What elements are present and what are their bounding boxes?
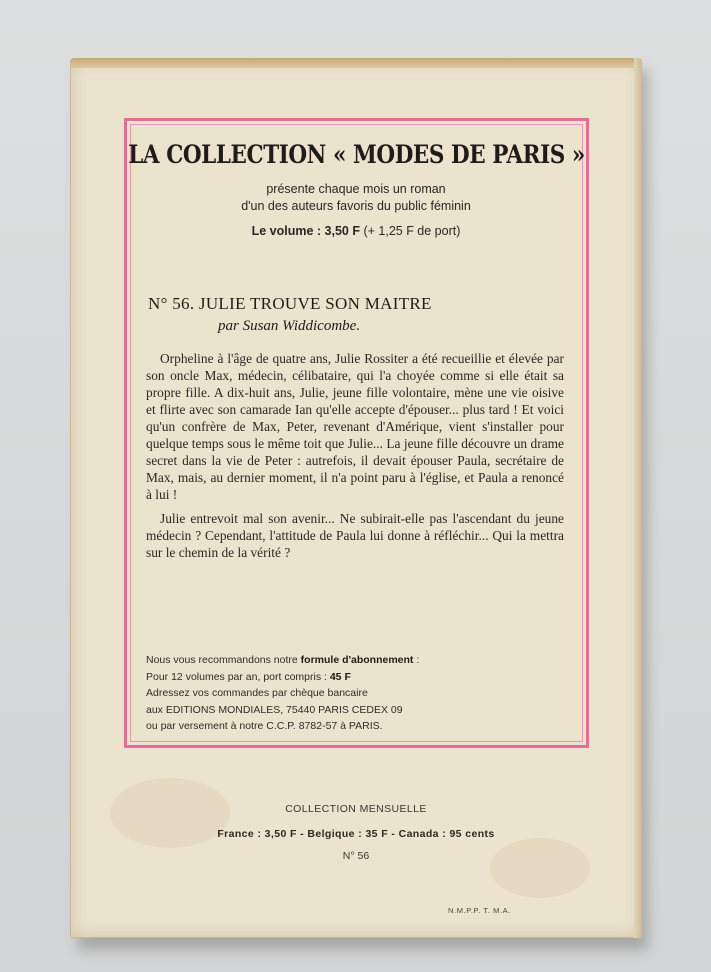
distributor-mark: N.M.P.P. T. M.A. — [448, 906, 511, 915]
collection-title: LA COLLECTION « MODES DE PARIS » — [128, 140, 585, 169]
subscription-line-5: ou par versement à notre C.C.P. 8782-57 à PARIS. — [146, 720, 383, 732]
subscription-line-2-text: Pour 12 volumes par an, port compris : — [146, 670, 330, 683]
subscription-info — [146, 652, 566, 735]
collection-subtitle-1: présente chaque mois un roman — [266, 182, 446, 196]
volume-price-label: Le volume : 3,50 F — [251, 224, 360, 238]
volume-price — [70, 224, 642, 238]
subscription-line-3: Adressez vos commandes par chèque bancaire — [146, 687, 368, 699]
book-top-edge — [70, 58, 642, 68]
collection-subtitle-2: d'un des auteurs favoris du public féminin — [241, 199, 471, 213]
subscription-formula: formule d'abonnement — [300, 654, 414, 666]
subscription-line-1 — [146, 652, 566, 669]
collection-monthly: COLLECTION MENSUELLE — [285, 803, 427, 815]
book-back-cover — [70, 58, 642, 938]
synopsis — [146, 350, 564, 568]
subscription-price: 45 F — [329, 670, 351, 683]
book-author: par Susan Widdicombe. — [218, 318, 361, 334]
book-heading: N° 56. JULIE TROUVE SON MAITRE — [148, 294, 432, 313]
country-prices: France : 3,50 F - Belgique : 35 F - Canada : 95 cents — [217, 828, 495, 840]
synopsis-paragraph-1: Orpheline à l'âge de quatre ans, Julie Rossiter a été recueillie et élevée par son oncle Max, médecin, célibataire, qui l'a choyée comme si elle était sa propre fille. A dix-huit ans, Julie, jeune fille volontaire, mène une vie oisive et flirte avec son camarade Ian qu'elle accepte d'épouser... plus tard ! Et voici qu'un confrère de Max, Peter, revenant d'Amérique, vient s'installer pour quelque temps sous le même toit que Julie... La jeune fille découvre un drame secret dans la vie de Peter : autrefois, il devait épouser Paula, secrétaire de Max, mais, au dernier moment, il n'a point paru à l'église, et Paula a renoncé à lui ! — [146, 351, 564, 502]
subscription-line-4: aux EDITIONS MONDIALES, 75440 PARIS CEDEX 09 — [146, 703, 403, 716]
synopsis-paragraph-2: Julie entrevoit mal son avenir... Ne subirait-elle pas l'ascendant du jeune médecin ? Cependant, l'attitude de Paula lui donne à réfléchir... Qui la mettra sur le chemin de la vérité ? — [146, 511, 564, 560]
volume-price-extra: (+ 1,25 F de port) — [359, 224, 461, 238]
subscription-line-2 — [146, 669, 566, 686]
issue-number: N° 56 — [342, 850, 370, 862]
paper-stain — [490, 838, 590, 898]
subscription-line-1-text: Nous vous recommandons notre — [146, 654, 301, 666]
subscription-line-1-colon: : — [413, 654, 420, 666]
